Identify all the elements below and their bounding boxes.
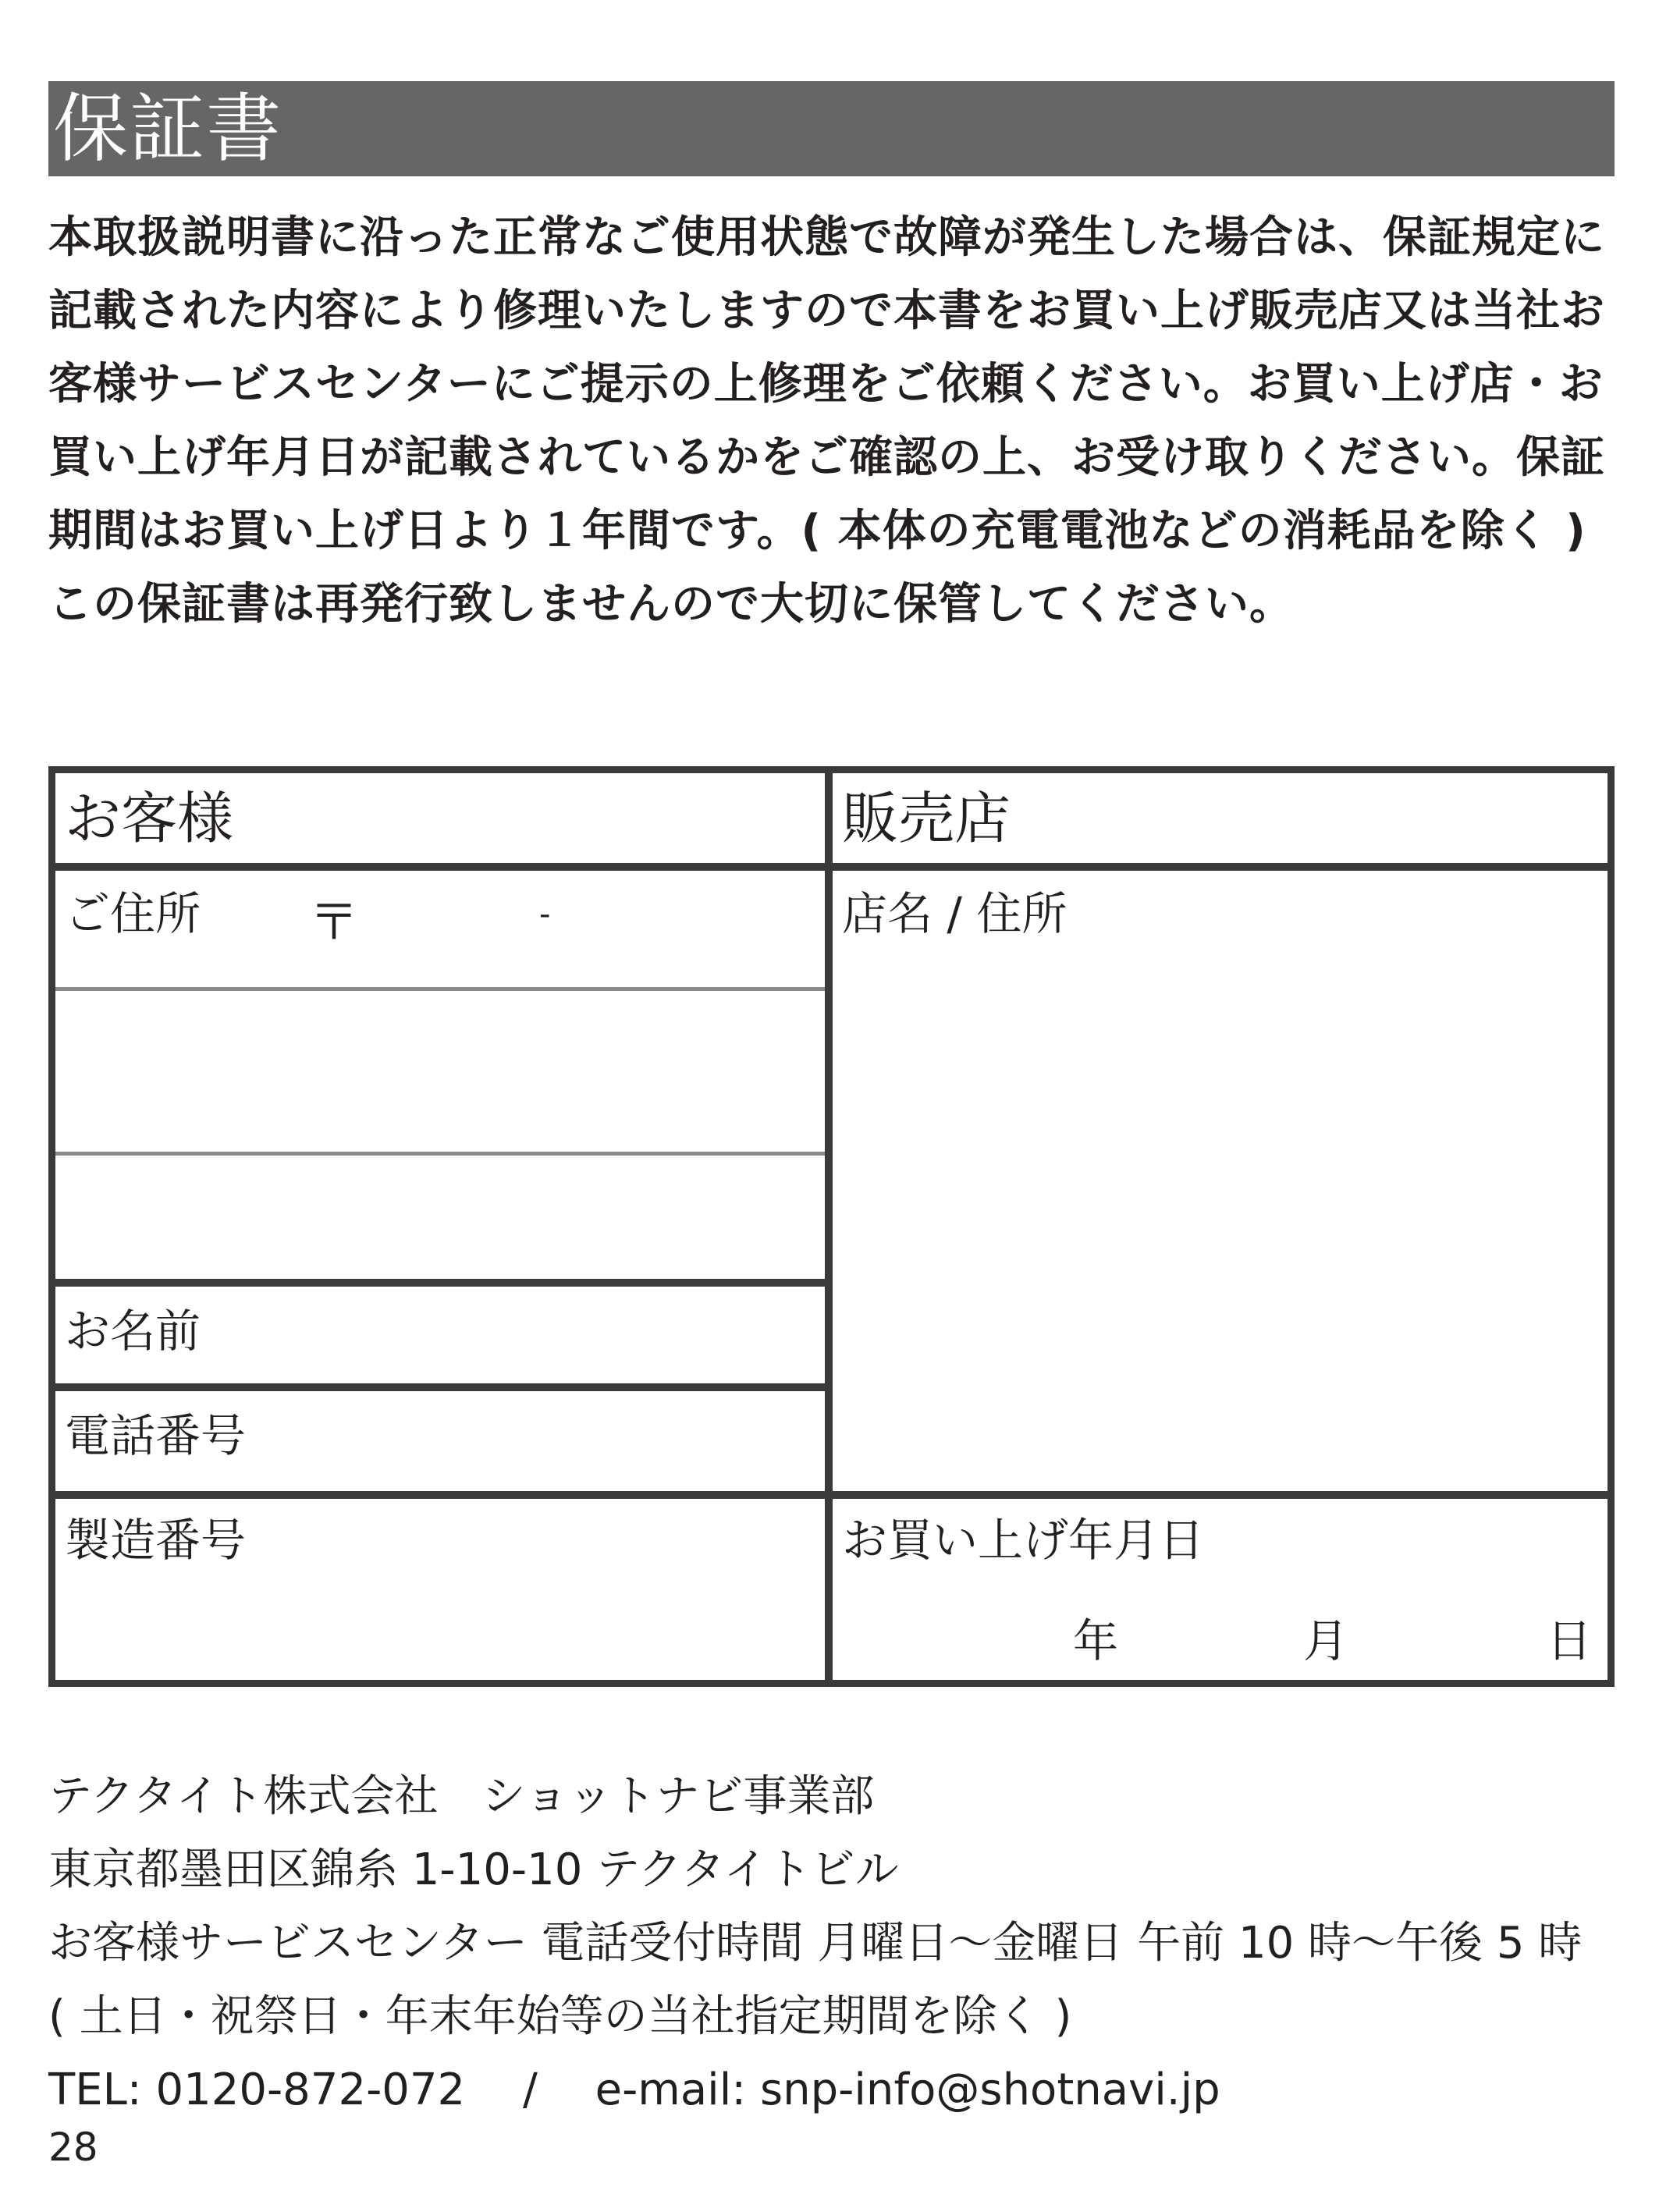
company-address: 東京都墨田区錦糸 1-10-10 テクタイトビル (48, 1845, 899, 1895)
intro-line: 本取扱説明書に沿った正常なご使用状態で故障が発生した場合は、保証規定に (48, 212, 1605, 263)
customer-header: お客様 (65, 786, 234, 851)
company-name: テクタイト株式会社 ショットナビ事業部 (48, 1771, 875, 1822)
warranty-form (48, 766, 1615, 1687)
customer-header-cell (48, 766, 832, 870)
intro-paragraph (48, 201, 1617, 641)
page-number: 28 (48, 2125, 98, 2170)
postal-mark-icon: 〒 (309, 894, 359, 952)
address-line-divider (55, 987, 825, 991)
day-label: 日 (1547, 1614, 1593, 1667)
store-header-cell (826, 766, 1615, 870)
title-bar (48, 81, 1615, 176)
store-name-address-field[interactable] (826, 864, 1615, 1498)
name-label: お名前 (65, 1305, 201, 1358)
store-name-address-label: 店名 / 住所 (842, 887, 1068, 940)
service-hours: お客様サービスセンター 電話受付時間 月曜日〜金曜日 午前 10 時〜午後 5 時 (48, 1918, 1583, 1969)
phone-label: 電話番号 (65, 1409, 247, 1462)
company-info (48, 1760, 1617, 2127)
serial-number-label: 製造番号 (65, 1514, 247, 1567)
serial-number-field[interactable] (48, 1492, 832, 1687)
phone-field[interactable] (48, 1384, 832, 1498)
store-header: 販売店 (842, 786, 1011, 851)
year-label: 年 (1073, 1614, 1119, 1667)
purchase-date-label: お買い上げ年月日 (842, 1514, 1205, 1567)
name-field[interactable] (48, 1280, 832, 1390)
service-exceptions: ( 土日・祝祭日・年末年始等の当社指定期間を除く ) (48, 1991, 1072, 2042)
intro-line: 記載された内容により修理いたしますので本書をお買い上げ販売店又は当社お (48, 286, 1605, 336)
page-title: 保証書 (53, 85, 282, 172)
address-label: ご住所 (65, 887, 201, 940)
purchase-date-field[interactable] (826, 1492, 1615, 1687)
address-field[interactable] (48, 864, 832, 1286)
contact-info: TEL: 0120-872-072 / e-mail: snp-info@shotnavi.jp (48, 2065, 1220, 2115)
intro-line: 期間はお買い上げ日より１年間です。( 本体の充電電池などの消耗品を除く ) (48, 506, 1586, 556)
month-label: 月 (1303, 1614, 1349, 1667)
intro-line: 客様サービスセンターにご提示の上修理をご依頼ください。お買い上げ店・お (48, 359, 1604, 410)
address-line-divider (55, 1152, 825, 1156)
postal-code-dash: - (539, 897, 551, 932)
intro-line: この保証書は再発行致しませんので大切に保管してください。 (48, 579, 1294, 630)
intro-line: 買い上げ年月日が記載されているかをご確認の上、お受け取りください。保証 (48, 432, 1605, 483)
